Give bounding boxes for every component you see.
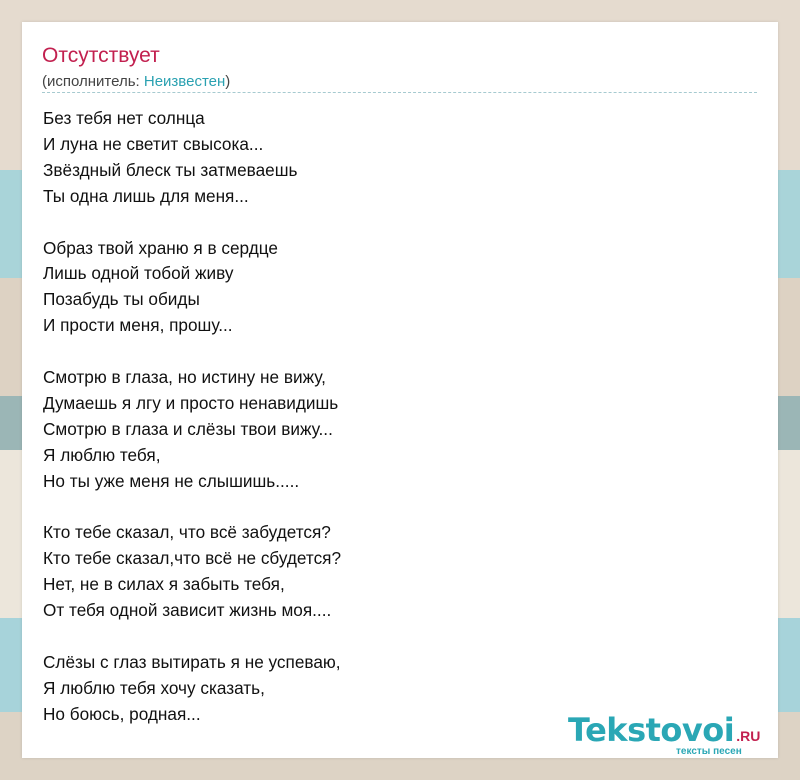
logo-tld: .RU — [736, 728, 761, 744]
site-logo[interactable] — [568, 712, 778, 756]
artist-suffix: ) — [225, 73, 231, 90]
logo-main-text: Tekstovoi — [568, 711, 735, 749]
lyric-line: Кто тебе сказал, что всё забудется? — [43, 522, 331, 543]
lyric-line: Лишь одной тобой живу — [43, 263, 234, 284]
lyric-line: Образ твой храню я в сердце — [43, 237, 278, 258]
lyric-line: Смотрю в глаза, но истину не вижу, — [43, 367, 326, 388]
lyric-line: Звёздный блеск ты затмеваешь — [43, 159, 298, 180]
lyrics-stanza — [43, 236, 341, 340]
song-title: Отсутствует — [42, 44, 160, 67]
lyric-line: От тебя одной зависит жизнь моя.... — [43, 600, 332, 621]
artist-line — [42, 73, 230, 90]
lyric-line: Позабудь ты обиды — [43, 289, 200, 310]
lyric-line: Ты одна лишь для меня... — [43, 185, 249, 206]
lyric-line: Но ты уже меня не слышишь..... — [43, 470, 300, 491]
lyric-line: И прости меня, прошу... — [43, 315, 233, 336]
lyric-line: Я люблю тебя, — [43, 444, 161, 465]
lyric-line: Но боюсь, родная... — [43, 703, 201, 724]
lyric-line: Думаешь я лгу и просто ненавидишь — [43, 392, 339, 413]
artist-prefix: (исполнитель: — [42, 73, 144, 90]
lyric-line: Слёзы с глаз вытирать я не успеваю, — [43, 651, 341, 672]
lyric-line: И луна не светит свысока... — [43, 133, 264, 154]
lyrics-card — [22, 22, 778, 758]
lyrics-body — [43, 106, 341, 728]
lyrics-stanza — [43, 106, 341, 210]
lyric-line: Смотрю в глаза и слёзы твои вижу... — [43, 418, 333, 439]
logo-tagline: тексты песен — [676, 746, 742, 757]
lyric-line: Нет, не в силах я забыть тебя, — [43, 574, 285, 595]
lyric-line: Кто тебе сказал,что всё не сбудется? — [43, 548, 342, 569]
lyrics-stanza — [43, 650, 341, 728]
artist-link[interactable]: Неизвестен — [143, 73, 226, 90]
lyrics-stanza — [43, 520, 341, 624]
title-divider — [42, 92, 757, 93]
lyric-line: Я люблю тебя хочу сказать, — [43, 677, 265, 698]
lyric-line: Без тебя нет солнца — [43, 108, 205, 128]
lyrics-stanza — [43, 365, 341, 495]
